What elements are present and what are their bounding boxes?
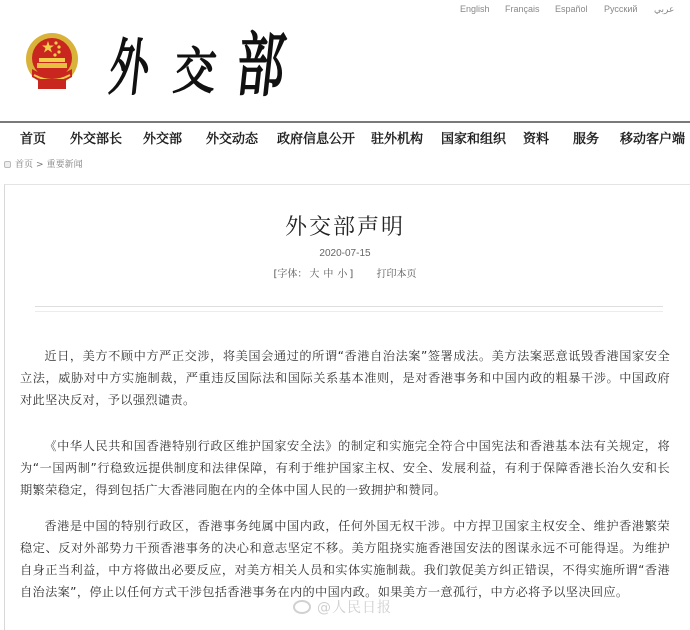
- site-header: [0, 18, 690, 118]
- publish-date: 2020-07-15: [319, 248, 371, 259]
- breadcrumb: [4, 157, 83, 170]
- logo-char: 外: [106, 31, 160, 105]
- article-paragraph: 香港是中国的特别行政区，香港事务纯属中国内政，任何外国无权干涉。中方捍卫国家主权安全、维护香港繁荣稳定、反对外部势力干预香港事务的决心和意志坚定不移。美方阻挠实施香港国安法的图谋永远不可能得逞。为维护自身正当利益，中方将做出必要反应，对美方相关人员和实体实施制裁。我们敦促美方纠正错误，不得实施所谓“香港自治法案”，停止以任何方式干涉包括香港事务在内的中国内政。如果美方一意孤行，中方必将予以坚决回应。: [20, 519, 670, 599]
- nav-item-services[interactable]: 服务: [573, 132, 600, 147]
- logo-char: 部: [232, 24, 298, 107]
- lang-link-russian[interactable]: Русский: [604, 4, 638, 14]
- page-title: 外交部声明: [284, 215, 405, 240]
- article-paragraph: 近日，美方不顾中方严正交涉，将美国会通过的所谓“香港自治法案”签署成法。美方法案恶意诋毁香港国家安全立法，威胁对中方实施制裁，严重违反国际法和国际关系基本准则，是对香港事务和中国内政的粗暴干涉。中国政府对此坚决反对，予以强烈谴责。: [20, 349, 670, 407]
- article-tools: [0, 265, 690, 280]
- language-bar: [430, 4, 690, 18]
- nav-item-diplomatic-news[interactable]: 外交动态: [206, 132, 259, 147]
- font-size-small[interactable]: 小: [337, 269, 348, 280]
- font-size-control: [274, 269, 354, 280]
- nav-item-minister[interactable]: 外交部长: [70, 132, 123, 147]
- home-icon: [4, 161, 11, 168]
- watermark-text: @人民日报: [317, 600, 392, 616]
- breadcrumb-current[interactable]: 重要新闻: [46, 160, 83, 170]
- nav-item-ministry[interactable]: 外交部: [143, 132, 183, 147]
- nav-item-countries[interactable]: 国家和组织: [441, 132, 507, 147]
- nav-item-home[interactable]: 首页: [20, 132, 47, 147]
- site-logo[interactable]: [95, 18, 306, 118]
- print-page-link[interactable]: 打印本页: [376, 269, 417, 280]
- font-size-medium[interactable]: 中: [323, 269, 334, 280]
- lang-link-french[interactable]: Français: [505, 4, 540, 14]
- nav-item-resources[interactable]: 资料: [523, 132, 550, 147]
- national-emblem-icon[interactable]: [24, 31, 80, 93]
- main-nav: [0, 121, 690, 149]
- lang-link-english[interactable]: English: [460, 4, 490, 14]
- font-size-large[interactable]: 大: [309, 269, 320, 280]
- lang-link-spanish[interactable]: Español: [555, 4, 588, 14]
- lang-link-arabic[interactable]: عربي: [654, 4, 675, 14]
- font-size-label: [字体：: [273, 269, 308, 280]
- weibo-watermark: [293, 597, 392, 617]
- nav-item-gov-info[interactable]: 政府信息公开: [277, 132, 356, 147]
- breadcrumb-separator: >: [36, 160, 44, 170]
- weibo-icon: [293, 600, 311, 614]
- article-paragraph: 《中华人民共和国香港特别行政区维护国家安全法》的制定和实施完全符合中国宪法和香港基本法有关规定，将为“一国两制”行稳致远提供制度和法律保障，有利于维护国家主权、安全、发展利益，有利于保障香港长治久安和长期繁荣稳定，得到包括广大香港同胞在内的全体中国人民的一致拥护和赞同。: [20, 439, 670, 497]
- nav-item-missions[interactable]: 驻外机构: [371, 132, 424, 147]
- logo-char: 交: [170, 41, 227, 102]
- breadcrumb-home[interactable]: 首页: [15, 160, 34, 170]
- nav-item-mobile[interactable]: 移动客户端: [620, 132, 686, 147]
- font-size-close: ]: [349, 269, 354, 280]
- title-divider: [35, 306, 663, 312]
